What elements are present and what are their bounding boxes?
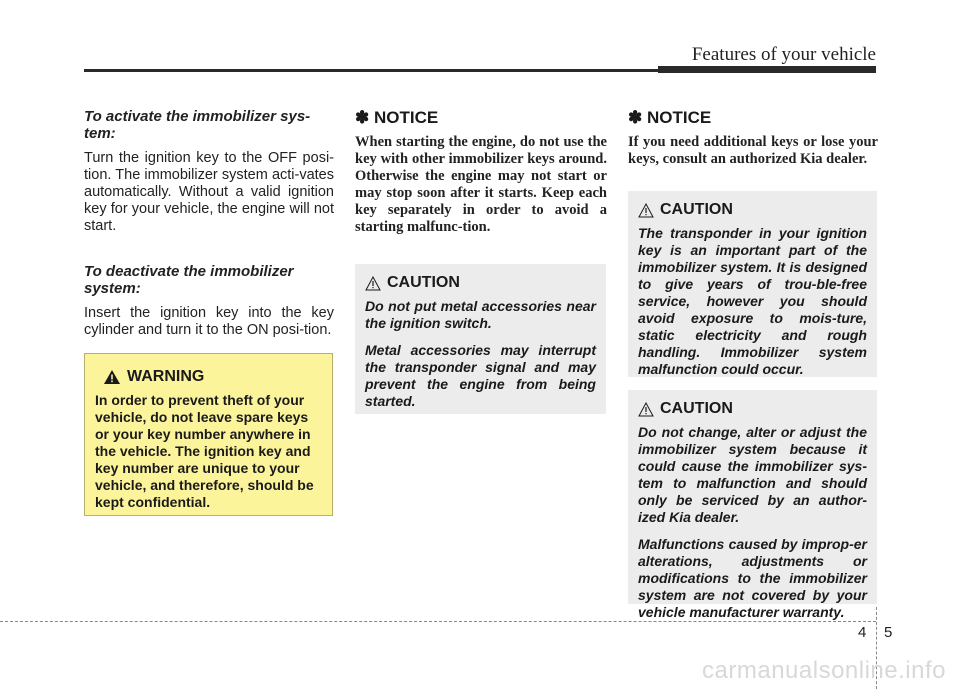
chapter-number: 4 bbox=[858, 624, 867, 641]
caution-text: Do not change, alter or adjust the immobilizer system because it could cause the immobilizer sys-tem to malfunction and should only be serviced by an author-ized Kia dealer. bbox=[638, 424, 867, 525]
caution-text: The transponder in your ignition key is an important part of the immobilizer system. It is designed to give years of trou-ble-free service, however you should avoid exposure to mois-ture, static electricity and rough handling. Immobilizer system malfunction could occur. bbox=[638, 225, 867, 377]
warning-text: In order to prevent theft of your vehicle, do not leave spare keys or your key number anywhere in the vehicle. The ignition key and key number are unique to your vehicle, and therefore, should be kept confidential. bbox=[95, 392, 314, 510]
notice-title: ✽ NOTICE bbox=[355, 108, 439, 127]
warning-header bbox=[103, 368, 322, 386]
caution-text: Do not put metal accessories near the ignition switch. bbox=[365, 298, 596, 331]
caution-text: Malfunctions caused by improp-er alterations, adjustments or modifications to the immobilizer system are not covered by your vehicle manufacturer warranty. bbox=[638, 536, 867, 620]
page-number: 5 bbox=[884, 624, 893, 641]
warning-triangle-icon bbox=[103, 369, 121, 385]
watermark: carmanualsonline.info bbox=[702, 657, 946, 684]
caution-header bbox=[638, 400, 867, 418]
column-left bbox=[84, 108, 334, 367]
footer-rule bbox=[0, 621, 876, 622]
warning-box bbox=[84, 353, 333, 516]
caution-triangle-icon bbox=[638, 203, 654, 218]
caution-box-metal-accessories bbox=[355, 264, 606, 414]
caution-title: CAUTION bbox=[660, 201, 733, 218]
caution-header bbox=[365, 274, 596, 292]
notice-text: If you need additional keys or lose your keys, consult an authorized Kia dealer. bbox=[628, 134, 878, 167]
warning-title: WARNING bbox=[127, 368, 205, 385]
caution-triangle-icon bbox=[638, 402, 654, 417]
caution-box-alterations bbox=[628, 390, 877, 620]
column-middle bbox=[355, 108, 607, 236]
deactivate-heading: To deactivate the immobilizer system: bbox=[84, 263, 294, 297]
section-title: Features of your vehicle bbox=[691, 44, 876, 65]
caution-title: CAUTION bbox=[387, 274, 460, 291]
caution-title: CAUTION bbox=[660, 400, 733, 417]
notice-title: ✽ NOTICE bbox=[628, 108, 712, 127]
deactivate-text: Insert the ignition key into the key cylinder and turn it to the ON posi-tion. bbox=[84, 305, 334, 338]
notice-text: When starting the engine, do not use the key with other immobilizer keys around. Otherwise the engine may not start or may stop soon after it starts. Keep each key separately in order to avoid a starting malfunc-tion. bbox=[355, 134, 607, 235]
column-right bbox=[628, 108, 878, 168]
header-rule-accent bbox=[658, 66, 876, 73]
activate-text: Turn the ignition key to the OFF posi-tion. The immobilizer system acti-vates automatically. Without a valid ignition key for your vehicle, the engine will not start. bbox=[84, 150, 334, 234]
caution-triangle-icon bbox=[365, 276, 381, 291]
caution-header bbox=[638, 201, 867, 219]
activate-heading: To activate the immobilizer sys-tem: bbox=[84, 108, 311, 142]
caution-text: Metal accessories may interrupt the transponder signal and may prevent the engine from being started. bbox=[365, 342, 596, 409]
caution-box-transponder bbox=[628, 191, 877, 377]
